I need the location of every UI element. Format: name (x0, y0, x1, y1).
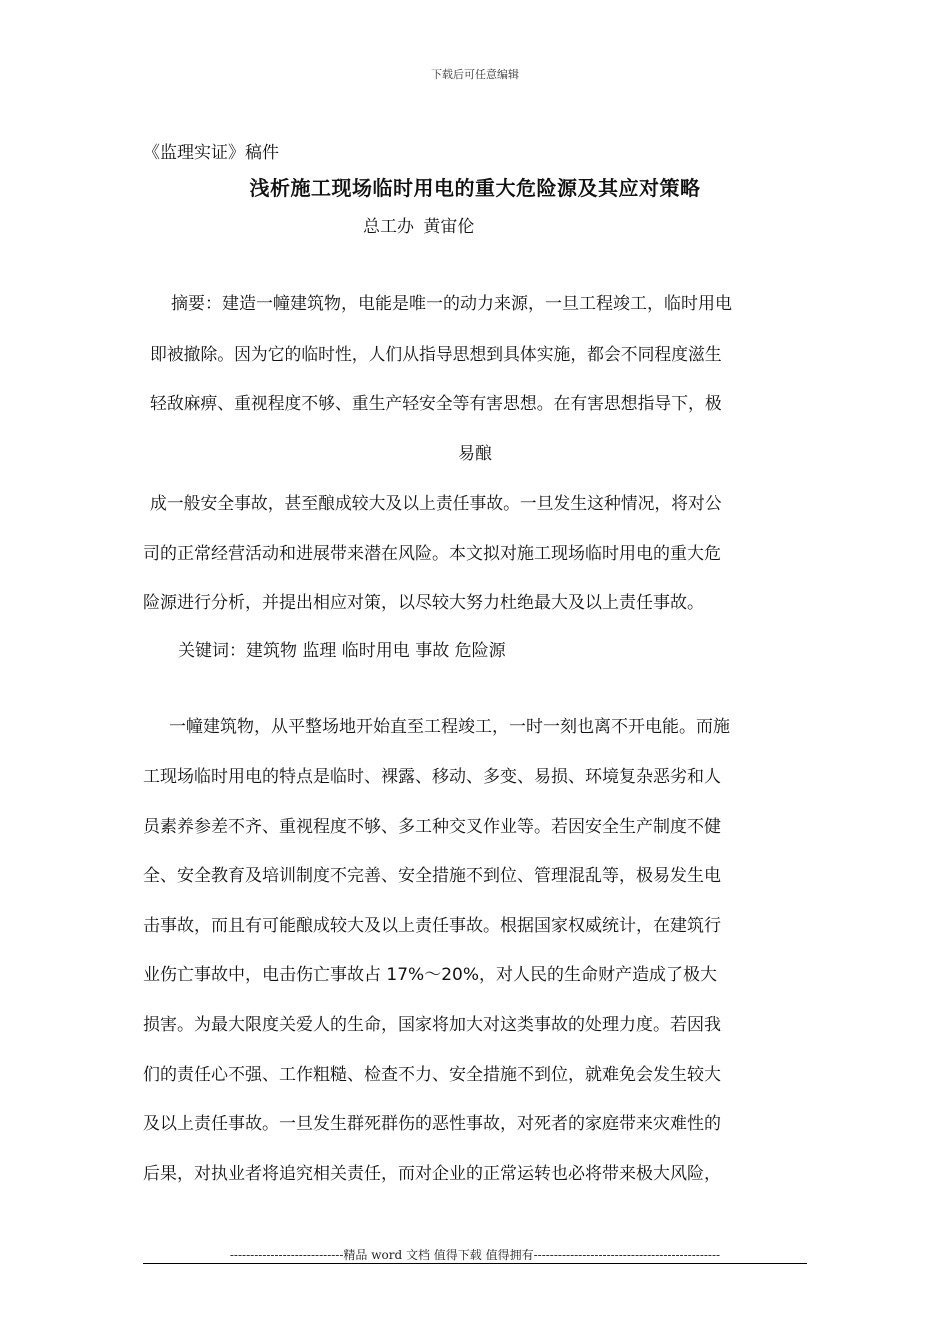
abstract-line: 摘要：建造一幢建筑物，电能是唯一的动力来源，一旦工程竣工，临时用电 (171, 294, 732, 314)
body-line: 后果，对执业者将追究相关责任，而对企业的正常运转也必将带来极大风险， (143, 1164, 721, 1184)
keywords: 关键词：建筑物 监理 临时用电 事故 危险源 (178, 641, 506, 661)
article-title: 浅析施工现场临时用电的重大危险源及其应对策略 (249, 176, 701, 200)
body-line: 损害。为最大限度关爱人的生命，国家将加大对这类事故的处理力度。若因我 (143, 1015, 721, 1035)
body-line: 一幢建筑物，从平整场地开始直至工程竣工，一时一刻也离不开电能。而施 (169, 717, 730, 737)
abstract-line: 即被撤除。因为它的临时性，人们从指导思想到具体实施，都会不同程度滋生 (150, 345, 722, 365)
page-header-note: 下载后可任意编辑 (431, 68, 519, 81)
abstract-line: 成一般安全事故，甚至酿成较大及以上责任事故。一旦发生这种情况，将对公 (150, 494, 722, 514)
body-line: 全、安全教育及培训制度不完善、安全措施不到位、管理混乱等，极易发生电 (143, 866, 721, 886)
abstract-line: 险源进行分析，并提出相应对策，以尽较大努力杜绝最大及以上责任事故。 (143, 593, 704, 613)
abstract-line: 轻敌麻痹、重视程度不够、重生产轻安全等有害思想。在有害思想指导下，极 (150, 394, 722, 414)
article-author: 总工办 黄宙伦 (363, 217, 475, 237)
body-line: 员素养参差不齐、重视程度不够、多工种交叉作业等。若因安全生产制度不健 (143, 817, 721, 837)
abstract-line: 司的正常经营活动和进展带来潜在风险。本文拟对施工现场临时用电的重大危 (143, 544, 721, 564)
abstract-line: 易酿 (458, 444, 492, 464)
article-source: 《监理实证》稿件 (143, 143, 279, 163)
body-line: 业伤亡事故中，电击伤亡事故占 17%～20%，对人民的生命财产造成了极大 (143, 965, 717, 985)
body-line: 及以上责任事故。一旦发生群死群伤的恶性事故，对死者的家庭带来灾难性的 (143, 1114, 721, 1134)
footer-note: ----------------------------精品 word 文档 值得下载 值得拥有---------------------------------------------- (229, 1248, 721, 1262)
body-line: 击事故，而且有可能酿成较大及以上责任事故。根据国家权威统计，在建筑行 (143, 916, 721, 936)
footer-divider (143, 1263, 807, 1264)
body-line: 工现场临时用电的特点是临时、裸露、移动、多变、易损、环境复杂恶劣和人 (143, 767, 721, 787)
body-line: 们的责任心不强、工作粗糙、检查不力、安全措施不到位，就难免会发生较大 (143, 1065, 721, 1085)
